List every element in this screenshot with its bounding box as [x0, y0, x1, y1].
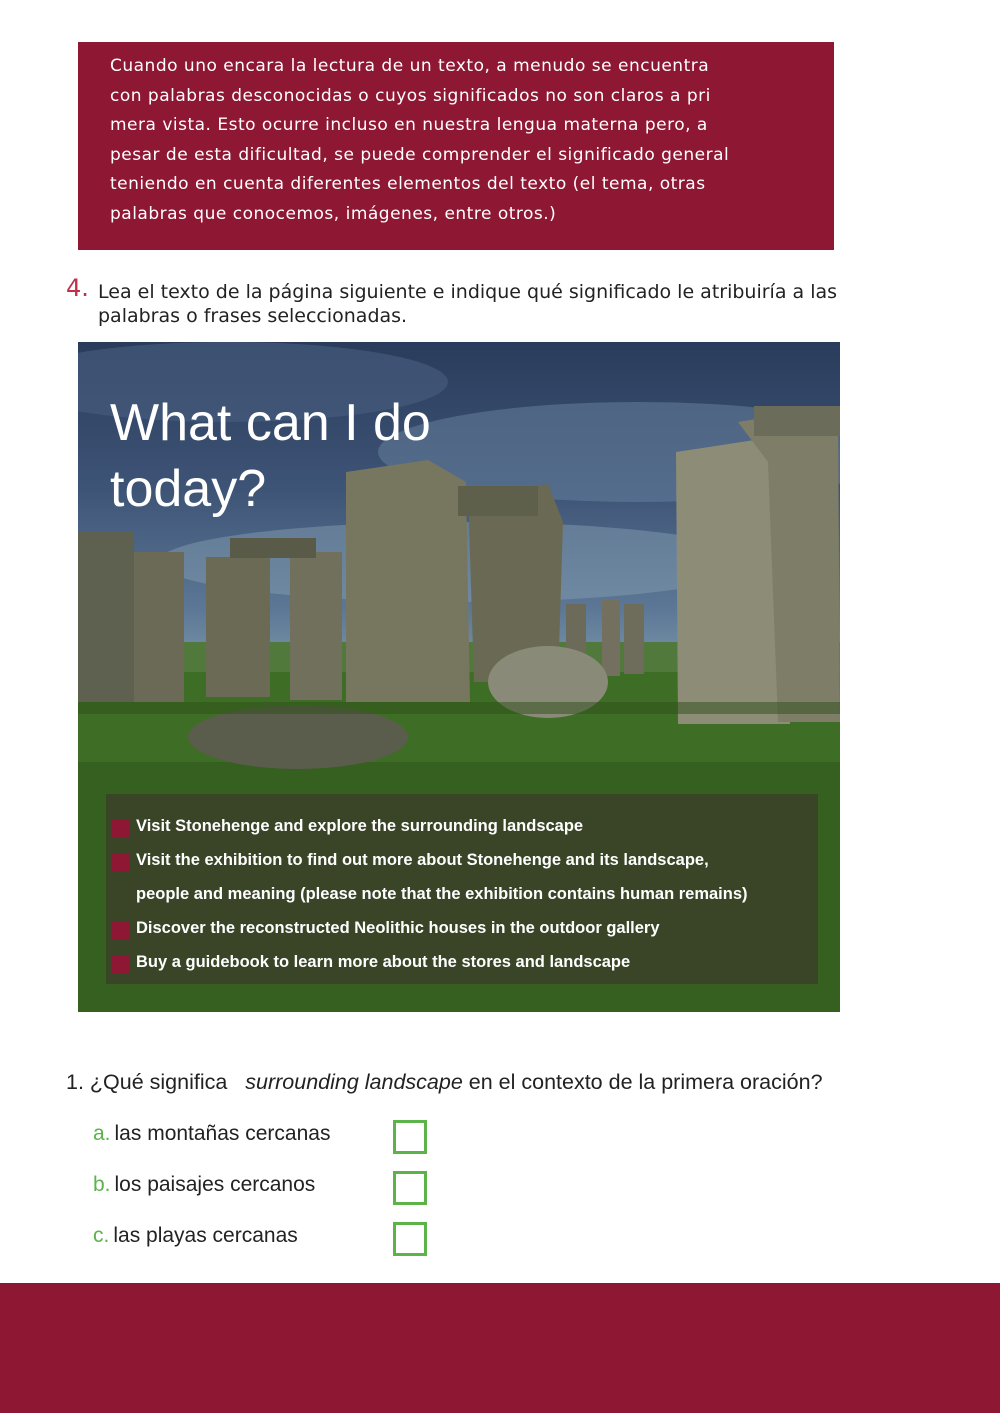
option-letter: b. — [93, 1173, 111, 1196]
bullet-square-icon — [112, 956, 129, 973]
option-letter: c. — [93, 1224, 110, 1247]
exercise-number: 4. — [66, 274, 89, 302]
intro-line: mera vista. Esto ocurre incluso en nuestra lengua materna pero, a — [110, 115, 708, 135]
option-text: las playas cercanas — [113, 1224, 298, 1247]
option-b-checkbox[interactable] — [393, 1171, 427, 1205]
activities-panel — [106, 794, 818, 984]
question-1 — [66, 1070, 823, 1095]
activity-label: Buy a guidebook to learn more about the stores and landscape — [136, 953, 631, 971]
question-term: surrounding landscape — [245, 1070, 463, 1094]
question-prefix: 1. ¿Qué significa — [66, 1070, 228, 1094]
exercise-line: Lea el texto de la página siguiente e indique qué significado le atribuiría a las — [98, 281, 838, 303]
intro-line: Cuando uno encara la lectura de un texto, a menudo se encuentra — [110, 56, 710, 76]
activity-label: Visit Stonehenge and explore the surrounding landscape — [136, 817, 584, 835]
activity-item — [106, 948, 818, 982]
activity-item — [106, 914, 818, 948]
bullet-square-icon — [112, 854, 129, 871]
intro-line: con palabras desconocidas o cuyos significados no son claros a pri — [110, 85, 711, 106]
option-letter: a. — [93, 1122, 111, 1145]
option-a-checkbox[interactable] — [393, 1120, 427, 1154]
option-c — [93, 1224, 298, 1260]
option-text: los paisajes cercanos — [114, 1173, 316, 1196]
bullet-square-icon — [112, 922, 129, 939]
activity-label: Visit the exhibition to find out more about Stonehenge and its landscape, — [136, 851, 709, 869]
poster-title-line: What can I do — [110, 394, 431, 452]
poster-title — [110, 390, 431, 522]
poster-title-line: today? — [110, 460, 267, 518]
intro-line: palabras que conocemos, imágenes, entre otros.) — [110, 203, 557, 224]
footer-band — [0, 1283, 1000, 1413]
activity-label: people and meaning (please note that the exhibition contains human remains) — [136, 885, 748, 903]
stonehenge-poster — [78, 342, 840, 1012]
exercise-text — [98, 280, 837, 328]
option-a — [93, 1122, 330, 1158]
bullet-square-icon — [112, 820, 129, 837]
intro-box — [78, 42, 834, 250]
option-text: las montañas cercanas — [114, 1122, 331, 1145]
option-c-checkbox[interactable] — [393, 1222, 427, 1256]
intro-line: pesar de esta dificultad, se puede comprender el significado general — [110, 144, 730, 165]
intro-line: teniendo en cuenta diferentes elementos del texto (el tema, otras — [110, 174, 706, 194]
activity-label: Discover the reconstructed Neolithic houses in the outdoor gallery — [136, 919, 660, 937]
activity-item — [106, 846, 818, 880]
option-b — [93, 1173, 315, 1209]
exercise-line: palabras o frases seleccionadas. — [98, 305, 408, 327]
activity-item-continuation — [106, 880, 818, 914]
activity-item — [106, 812, 818, 846]
question-suffix: en el contexto de la primera oración? — [462, 1070, 823, 1094]
